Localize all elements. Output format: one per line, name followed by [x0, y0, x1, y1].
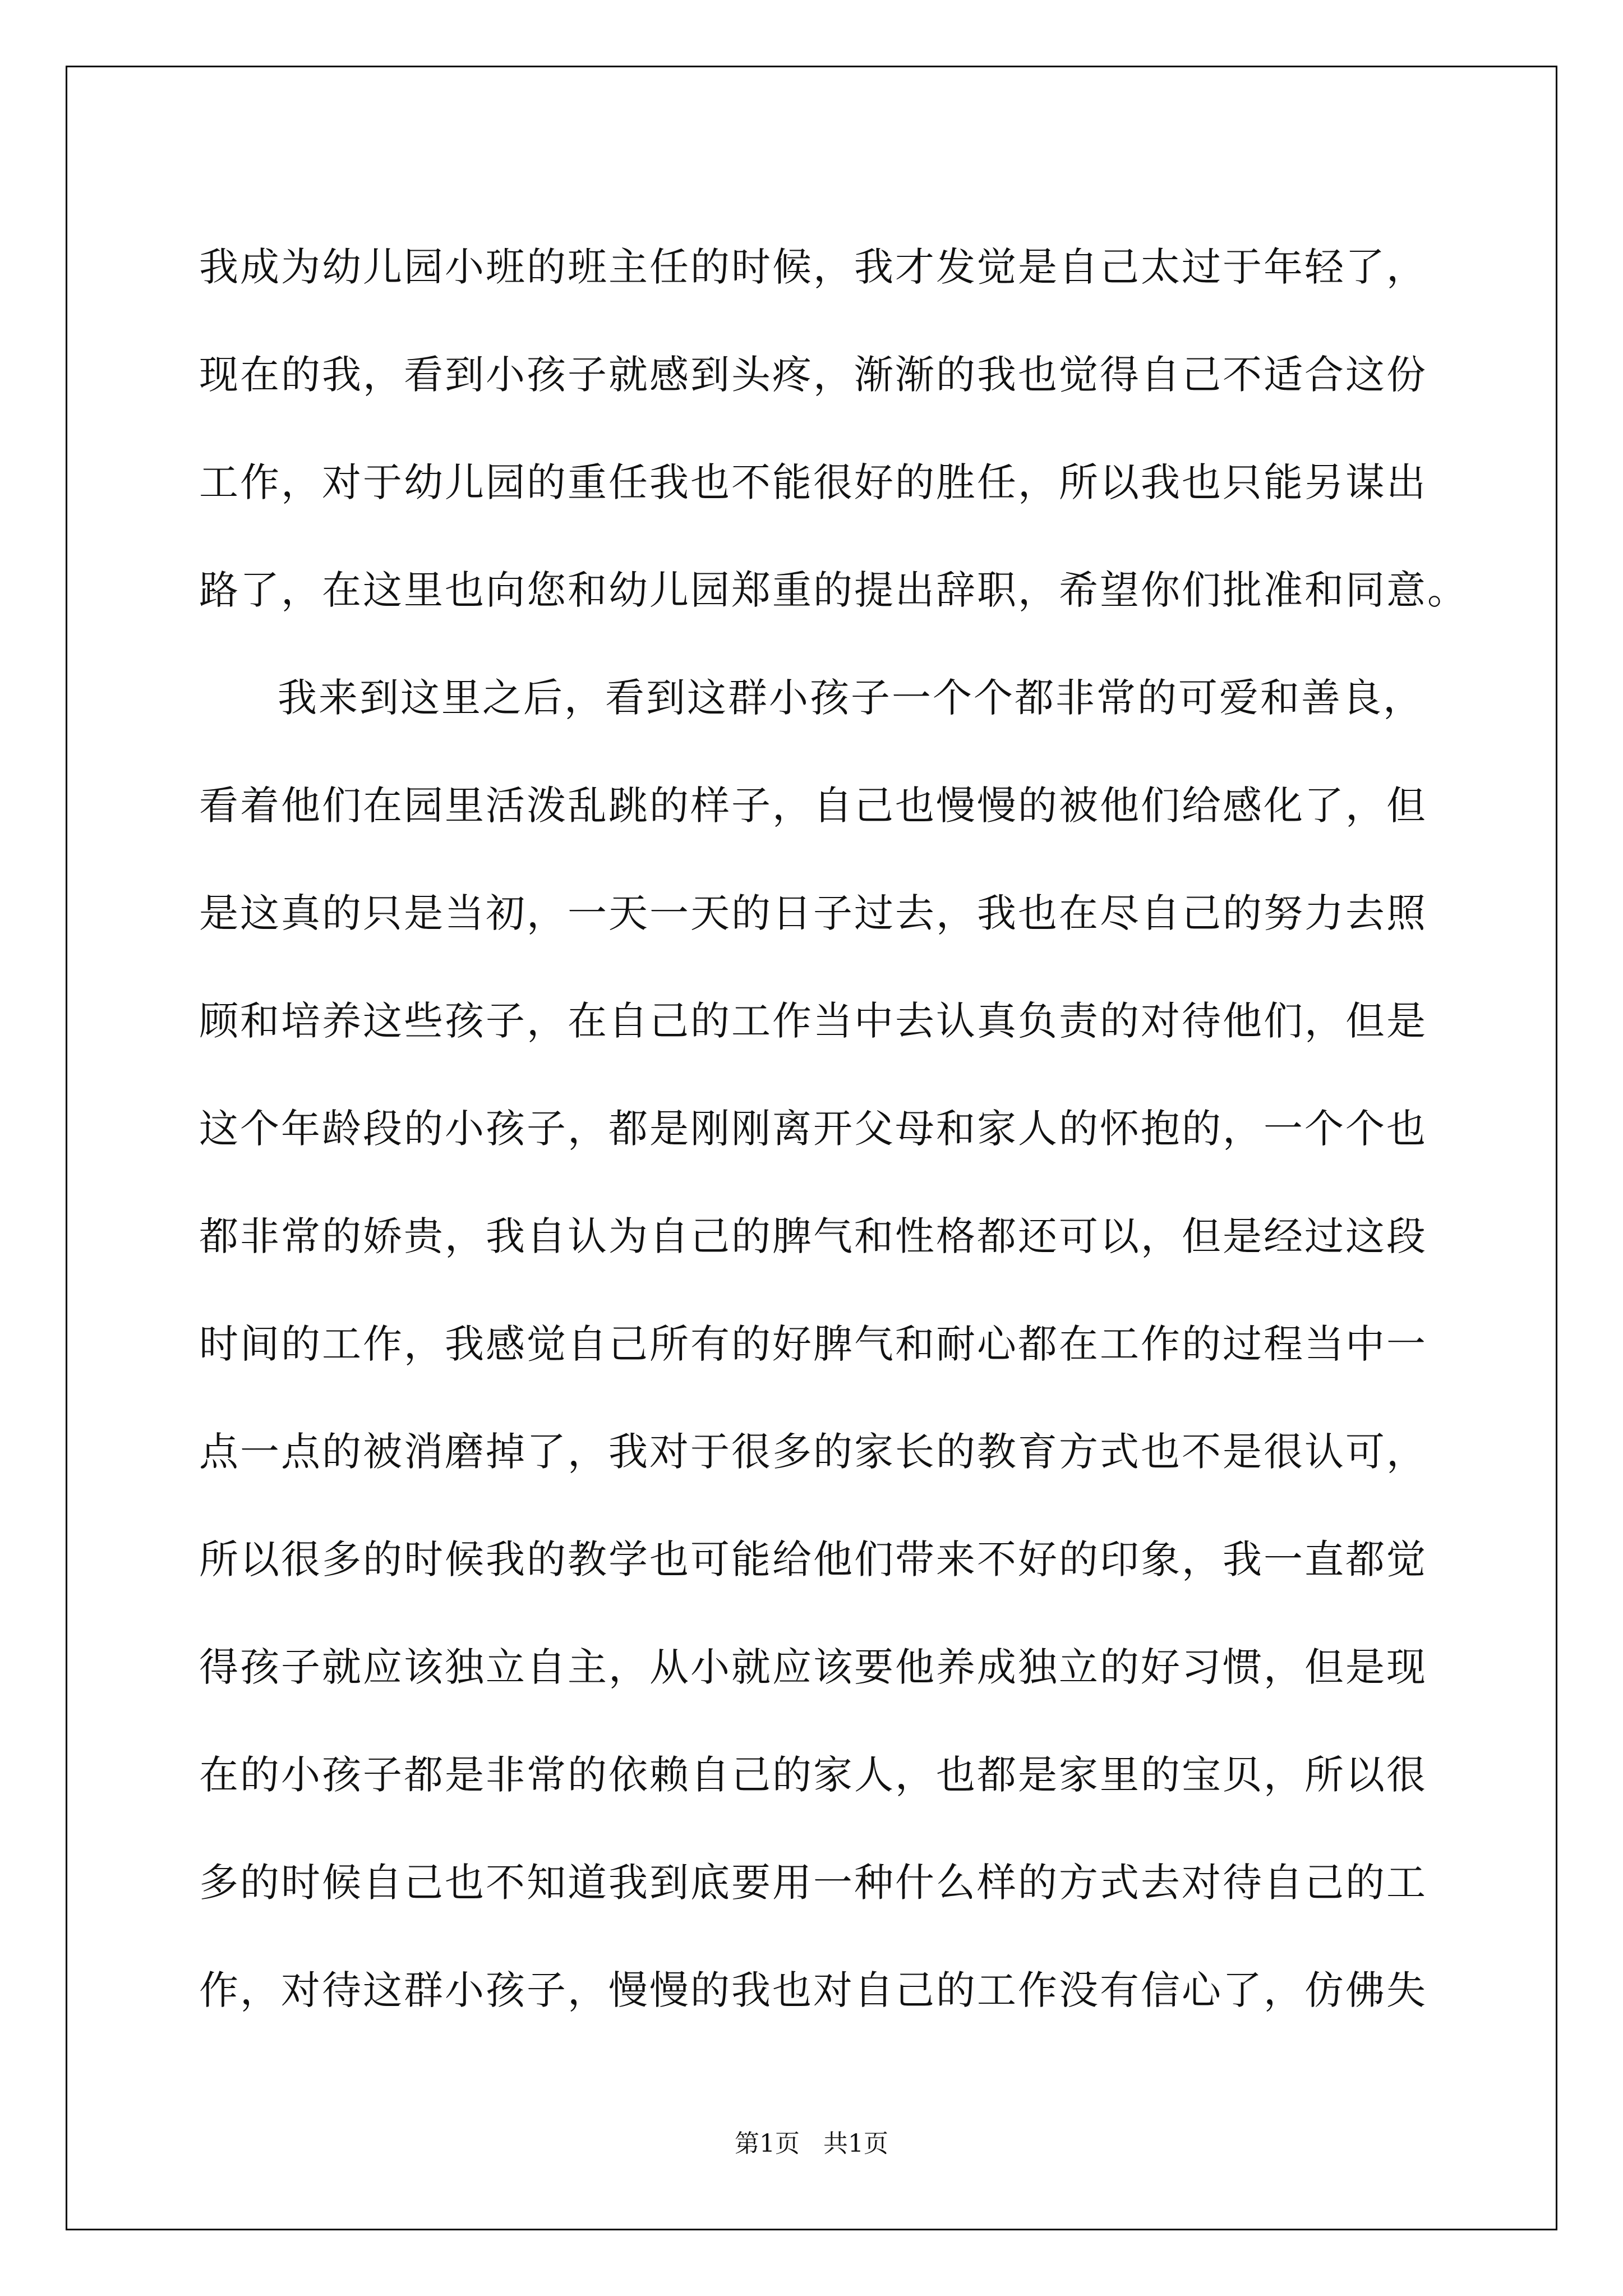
page-total: 共1页 — [823, 2129, 888, 2158]
text-line: 看着他们在园里活泼乱跳的样子，自己也慢慢的被他们给感化了，但 — [199, 783, 1427, 829]
text-line: 在的小孩子都是非常的依赖自己的家人，也都是家里的宝贝，所以很 — [199, 1752, 1427, 1798]
text-line: 多的时候自己也不知道我到底要用一种什么样的方式去对待自己的工 — [199, 1860, 1427, 1906]
text-line: 是这真的只是当初，一天一天的日子过去，我也在尽自己的努力去照 — [199, 890, 1427, 936]
text-line: 工作，对于幼儿园的重任我也不能很好的胜任，所以我也只能另谋出 — [199, 459, 1427, 505]
text-line: 我成为幼儿园小班的班主任的时候，我才发觉是自己太过于年轻了， — [199, 244, 1427, 290]
text-line: 顾和培养这些孩子，在自己的工作当中去认真负责的对待他们，但是 — [199, 998, 1427, 1044]
text-line: 得孩子就应该独立自主，从小就应该要他养成独立的好习惯，但是现 — [199, 1644, 1427, 1690]
page-number: 第1页 — [735, 2129, 800, 2158]
text-line: 这个年龄段的小孩子，都是刚刚离开父母和家人的怀抱的，一个个也 — [199, 1106, 1427, 1152]
text-line: 都非常的娇贵，我自认为自己的脾气和性格都还可以，但是经过这段 — [199, 1213, 1427, 1259]
text-line: 所以很多的时候我的教学也可能给他们带来不好的印象，我一直都觉 — [199, 1536, 1427, 1582]
text-line: 点一点的被消磨掉了，我对于很多的家长的教育方式也不是很认可， — [199, 1429, 1427, 1475]
text-line: 现在的我，看到小孩子就感到头疼，渐渐的我也觉得自己不适合这份 — [199, 352, 1427, 398]
text-line: 作，对待这群小孩子，慢慢的我也对自己的工作没有信心了，仿佛失 — [199, 1967, 1427, 2013]
page-footer — [0, 2123, 1623, 2159]
paragraph-start-line: 我来到这里之后，看到这群小孩子一个个都非常的可爱和善良， — [278, 675, 1424, 721]
document-body — [199, 213, 1468, 2044]
text-line: 路了，在这里也向您和幼儿园郑重的提出辞职，希望你们批准和同意。 — [199, 567, 1468, 613]
text-line: 时间的工作，我感觉自己所有的好脾气和耐心都在工作的过程当中一 — [199, 1321, 1427, 1367]
